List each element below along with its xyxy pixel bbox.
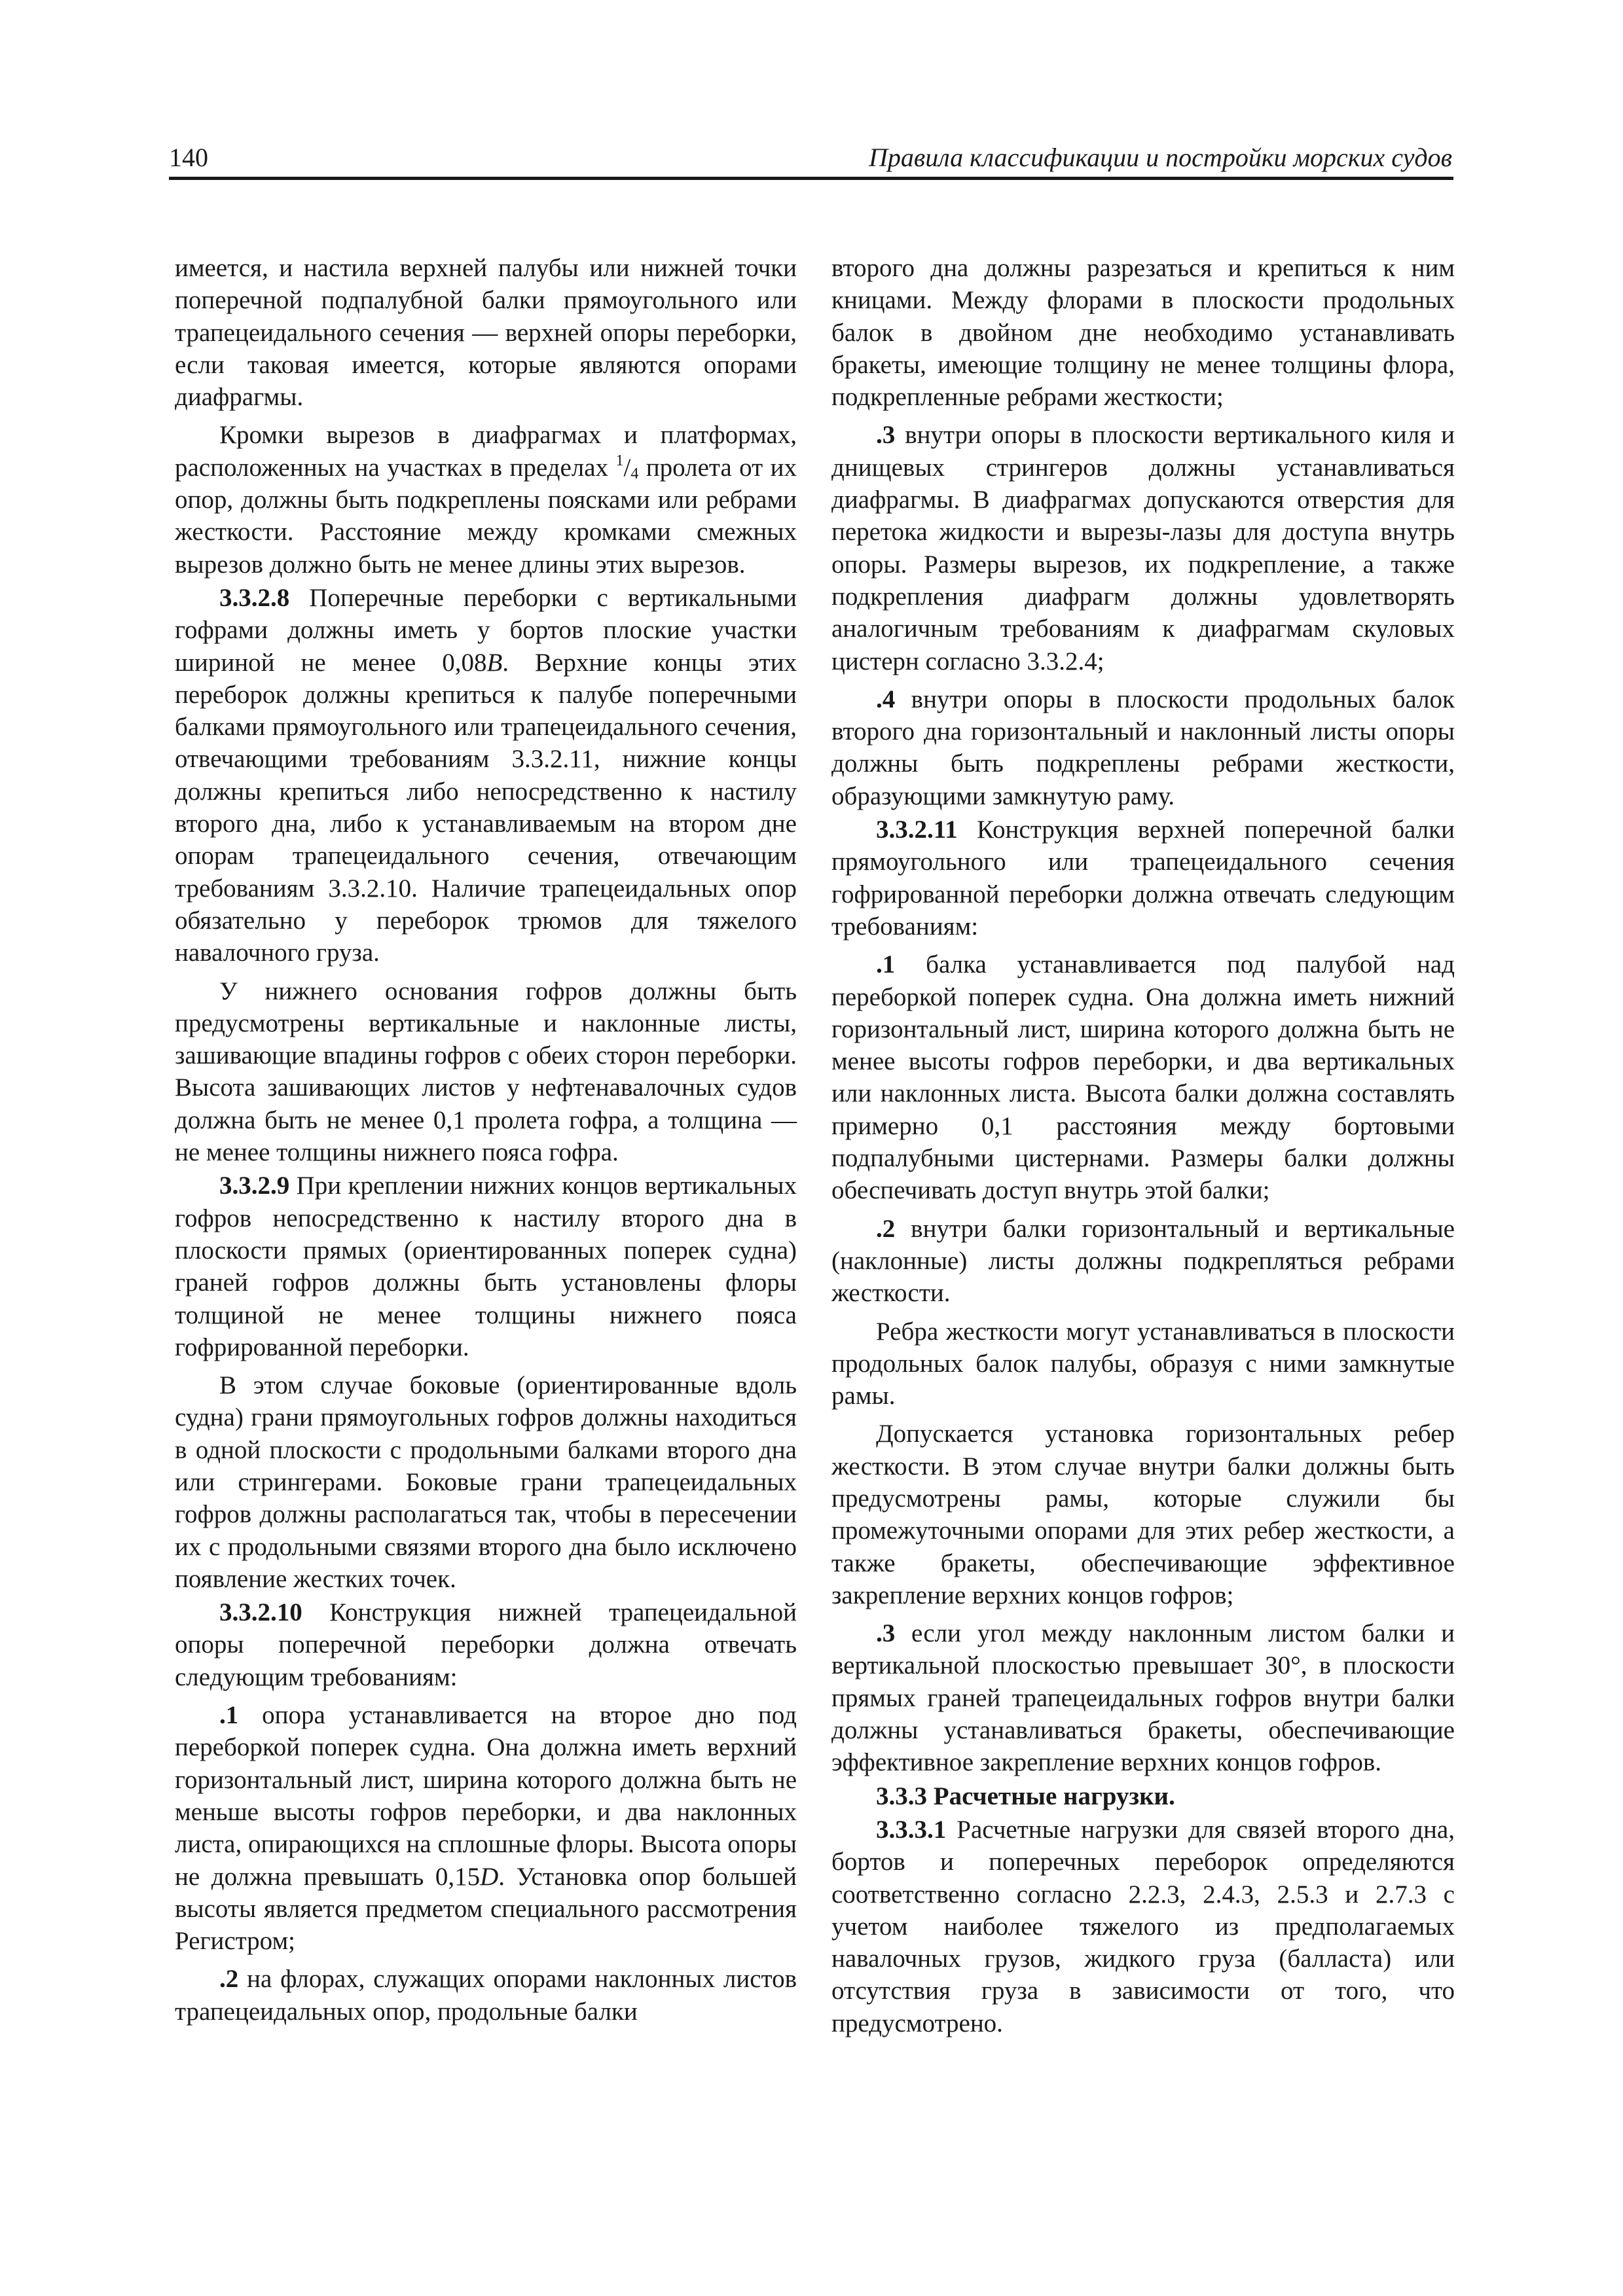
page-number: 140 (169, 143, 208, 172)
clause-3-3-2-8 (175, 582, 797, 969)
left-column (175, 252, 797, 2028)
paragraph (175, 1369, 797, 1595)
section-heading-text: 3.3.3 Расчетные нагрузки. (876, 1782, 1175, 1810)
list-item (175, 1699, 797, 1957)
paragraph-text: Конструкция верхней поперечной балки прямоугольного или трапецеидального сечения гофрированной переборки должна отвечать следующим требованиям: (831, 816, 1455, 941)
paragraph-text: Поперечные переборки с вертикальными гофрами должны иметь у бортов плоские участки шириной не менее 0,08 (175, 583, 797, 677)
paragraph-text: балка устанавливается под палубой над переборкой поперек судна. Она должна иметь нижний горизонтальный лист, ширина которого должна быть не менее высоты гофров переборки, и два вертикальных или наклонных листа. Высота балки должна составлять примерно 0,1 расстояния между бортовыми подпалубными цистернами. Размеры балки должны обеспечивать доступ внутрь этой балки; (831, 950, 1455, 1205)
list-item-number: .4 (876, 685, 896, 713)
clause-3-3-3-1 (831, 1814, 1455, 2039)
paragraph-text: Допускается установка горизонтальных ребер жесткости. В этом случае внутри балки должны быть предусмотрены рамы, которые служили бы промежуточными опорами для этих ребер жесткости, а также бракеты, обеспечивающие эффективное закрепление верхних концов гофров; (831, 1420, 1455, 1609)
list-item-number: .2 (876, 1214, 896, 1243)
paragraph (831, 1316, 1455, 1412)
clause-number: 3.3.2.11 (876, 816, 958, 844)
paragraph-text: внутри опоры в плоскости продольных балок второго дна горизонтальный и наклонный листы опоры должны быть подкреплены ребрами жесткости, образующими замкнутую раму. (831, 685, 1455, 810)
clause-number: 3.3.2.10 (219, 1598, 302, 1627)
paragraph-text: При креплении нижних концов вертикальных гофров непосредственно к настилу второго дна в плоскости прямых (ориентированных поперек судна) граней гофров должны быть установлены флоры толщиной не менее толщины нижнего пояса гофрированной переборки. (175, 1172, 797, 1361)
clause-3-3-2-10 (175, 1596, 797, 1693)
list-item-number: .1 (219, 1701, 239, 1730)
list-item (831, 1617, 1455, 1778)
paragraph-text: на флорах, служащих опорами наклонных листов трапецеидальных опор, продольные балки (175, 1965, 797, 2026)
clause-number: 3.3.2.8 (219, 583, 290, 612)
paragraph-text: имеется, и настила верхней палубы или нижней точки поперечной подпалубной балки прямоугольного или трапецеидального сечения — верхней опоры переборки, если таковая имеется, которые являются опорами диафрагмы. (175, 254, 797, 412)
section-heading (831, 1780, 1455, 1812)
paragraph-text: пролета от их опор, должны быть подкреплены поясками или ребрами жесткости. Расстояние между кромками смежных вырезов должно быть не менее длины этих вырезов. (175, 453, 797, 579)
right-column (831, 252, 1455, 2039)
paragraph-text: В этом случае боковые (ориентированные вдоль судна) грани прямоугольных гофров должны находиться в одной плоскости с продольными балками второго дна или стрингерами. Боковые грани трапецеидальных гофров должны располагаться так, чтобы в пересечении их с продольными связями второго дна было исключено появление жестких точек. (175, 1371, 797, 1593)
list-item (831, 683, 1455, 812)
list-item-number: .3 (876, 1619, 896, 1648)
paragraph (175, 252, 797, 413)
paragraph (831, 252, 1455, 413)
paragraph-text: . Установка опор большей высоты является предметом специального рассмотрения Регистром; (175, 1862, 797, 1956)
paragraph (175, 419, 797, 580)
list-item-number: .3 (876, 421, 896, 450)
paragraph-text: внутри балки горизонтальный и вертикальные (наклонные) листы должны подкрепляться ребрами жесткости. (831, 1214, 1455, 1308)
list-item (831, 948, 1455, 1206)
fraction-numerator: 1 (615, 452, 624, 469)
list-item (831, 1213, 1455, 1310)
variable: D (480, 1862, 499, 1891)
list-item (831, 419, 1455, 677)
paragraph (831, 1418, 1455, 1611)
list-item-number: .1 (876, 950, 896, 979)
variable: B (486, 648, 503, 677)
paragraph-text: опора устанавливается на второе дно под переборкой поперек судна. Она должна иметь верхний горизонтальный лист, ширина которого должна быть не меньше высоты гофров переборки, и два наклонных листа, опирающихся на сплошные флоры. Высота опоры не должна превышать 0,15 (175, 1701, 797, 1891)
paragraph-text: Ребра жесткости могут устанавливаться в плоскости продольных балок палубы, образуя с ними замкнутые рамы. (831, 1317, 1455, 1410)
paragraph-text: внутри опоры в плоскости вертикального киля и днищевых стрингеров должны устанавливаться диафрагмы. В диафрагмах допускаются отверстия для перетока жидкости и вырезы-лазы для доступа внутрь опоры. Размеры вырезов, их подкрепление, а также подкрепления диафрагм должны удовлетворять аналогичным требованиям к диафрагмам скуловых цистерн согласно 3.3.2.4; (831, 421, 1455, 675)
clause-number: 3.3.2.9 (219, 1172, 290, 1200)
clause-3-3-2-9 (175, 1170, 797, 1363)
clause-3-3-2-11 (831, 814, 1455, 942)
paragraph-text: Расчетные нагрузки для связей второго дна, бортов и поперечных переборок определяются соответственно согласно 2.2.3, 2.4.3, 2.5.3 и 2.7.3 с учетом наиболее тяжелого из предполагаемых навалочных грузов, жидкого груза (балласта) или отсутствия груза в зависимости от того, что предусмотрено. (831, 1815, 1455, 2037)
fraction: $^1/_4$ (615, 452, 639, 482)
header-rule (169, 177, 1453, 180)
paragraph-text: если угол между наклонным листом балки и вертикальной плоскостью превышает 30°, в плоскости прямых граней трапецеидальных гофров внутри балки должны устанавливаться бракеты, обеспечивающие эффективное закрепление верхних концов гофров. (831, 1619, 1455, 1777)
paragraph-text: . Верхние концы этих переборок должны крепиться к палубе поперечными балками прямоугольного или трапецеидального сечения, отвечающими требованиям 3.3.2.11, нижние концы должны крепиться либо непосредственно к настилу второго дна, либо к устанавливаемым на втором дне опорам трапецеидального сечения, отвечающим требованиям 3.3.2.10. Наличие трапецеидальных опор обязательно у переборок трюмов для тяжелого навалочного груза. (175, 648, 797, 967)
paragraph-text: У нижнего основания гофров должны быть предусмотрены вертикальные и наклонные листы, зашивающие впадины гофров с обеих сторон переборки. Высота зашивающих листов у нефтенавалочных судов должна быть не менее 0,1 пролета гофра, а толщина — не менее толщины нижнего пояса гофра. (175, 977, 797, 1167)
list-item-number: .2 (219, 1965, 239, 1994)
clause-number: 3.3.3.1 (876, 1815, 947, 1844)
running-title: Правила классификации и постройки морских судов (868, 143, 1452, 172)
paragraph-text: Конструкция нижней трапецеидальной опоры поперечной переборки должна отвечать следующим требованиям: (175, 1598, 797, 1691)
paragraph (175, 975, 797, 1169)
fraction-denominator: 4 (630, 465, 639, 482)
paragraph-text: Кромки вырезов в диафрагмах и платформах, расположенных на участках в пределах (175, 421, 797, 482)
list-item (175, 1963, 797, 2028)
paragraph-text: второго дна должны разрезаться и крепиться к ним кницами. Между флорами в плоскости продольных балок в двойном дне необходимо устанавливать бракеты, имеющие толщину не менее толщины флора, подкрепленные ребрами жесткости; (831, 254, 1455, 412)
page-header (169, 141, 1452, 181)
